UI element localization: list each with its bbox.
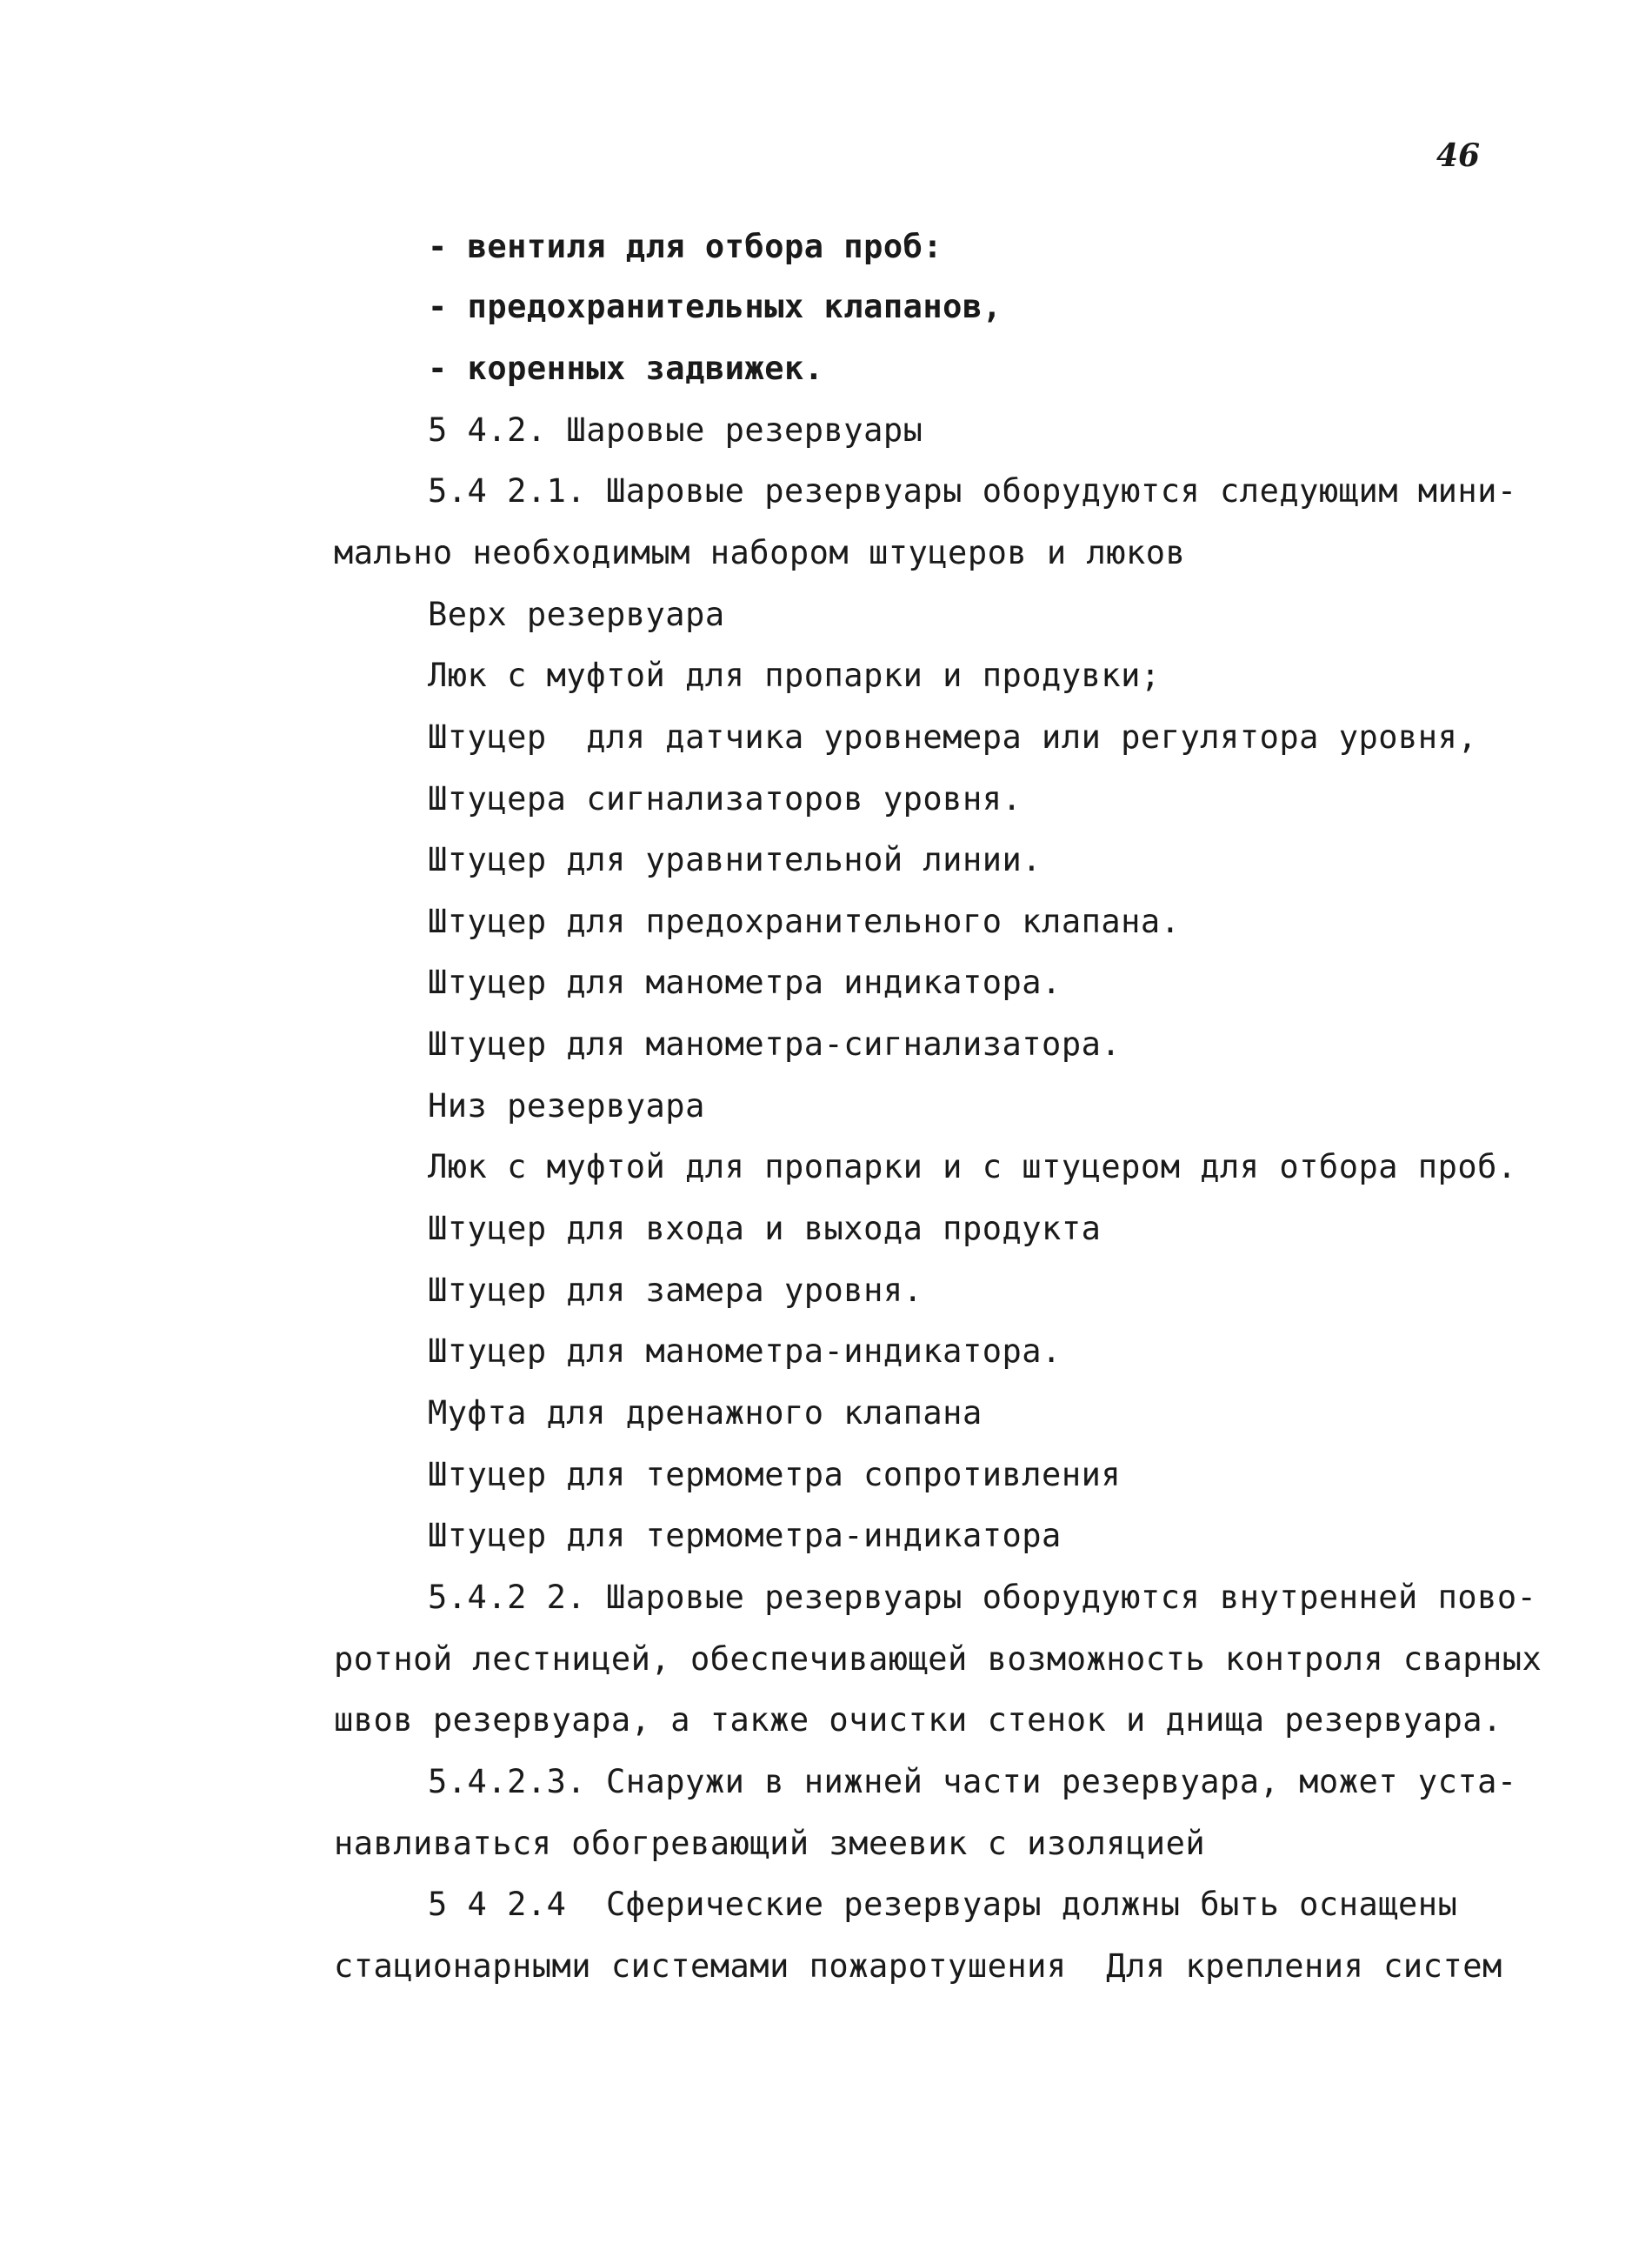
- list-item: Штуцер для манометра-сигнализатора.: [428, 1025, 1122, 1063]
- list-item: Муфта для дренажного клапана: [428, 1394, 983, 1432]
- text-line: ротной лестницей, обеспечивающей возможность контроля сварных: [334, 1640, 1542, 1678]
- list-item: Штуцер для уравнительной линии.: [428, 841, 1042, 878]
- text-line: навливаться обогревающий змеевик с изоляцией: [334, 1825, 1206, 1862]
- subheading-top: Верх резервуара: [428, 596, 725, 633]
- list-item: Штуцера сигнализаторов уровня.: [428, 780, 1023, 818]
- text-line: стационарными системами пожаротушения Для крепления систем: [334, 1947, 1502, 1985]
- list-item: Штуцер для предохранительного клапана.: [428, 903, 1181, 940]
- text-line: швов резервуара, а также очистки стенок и днища резервуара.: [334, 1701, 1502, 1739]
- list-item: Штуцер для манометра индикатора.: [428, 964, 1062, 1001]
- list-item: Штуцер для датчика уровнемера или регулятора уровня,: [428, 718, 1478, 756]
- text-line: - вентиля для отбора проб:: [428, 228, 943, 265]
- text-line: 5.4.2 2. Шаровые резервуары оборудуются внутренней пово-: [428, 1579, 1537, 1616]
- list-item: Штуцер для термометра сопротивления: [428, 1456, 1122, 1493]
- list-item: Штуцер для входа и выхода продукта: [428, 1210, 1102, 1247]
- page-number: 46: [1436, 137, 1481, 174]
- text-line: мально необходимым набором штуцеров и люков: [334, 534, 1186, 571]
- list-item: Штуцер для замера уровня.: [428, 1272, 923, 1309]
- list-item: Люк с муфтой для пропарки и с штуцером для отбора проб.: [428, 1148, 1517, 1185]
- text-line: 5.4.2.3. Снаружи в нижней части резервуара, может уста-: [428, 1763, 1517, 1800]
- subheading-bottom: Низ резервуара: [428, 1087, 705, 1125]
- text-line: - коренных задвижек.: [428, 350, 824, 387]
- list-item: Штуцер для термометра-индикатора: [428, 1517, 1062, 1554]
- text-line: 5.4 2.1. Шаровые резервуары оборудуются следующим мини-: [428, 472, 1517, 510]
- text-line: 5 4 2.4 Сферические резервуары должны быть оснащены: [428, 1886, 1458, 1923]
- text-line: - предохранительных клапанов,: [428, 288, 1003, 325]
- section-heading: 5 4.2. Шаровые резервуары: [428, 411, 923, 449]
- list-item: Штуцер для манометра-индикатора.: [428, 1332, 1062, 1370]
- list-item: Люк с муфтой для пропарки и продувки;: [428, 657, 1161, 694]
